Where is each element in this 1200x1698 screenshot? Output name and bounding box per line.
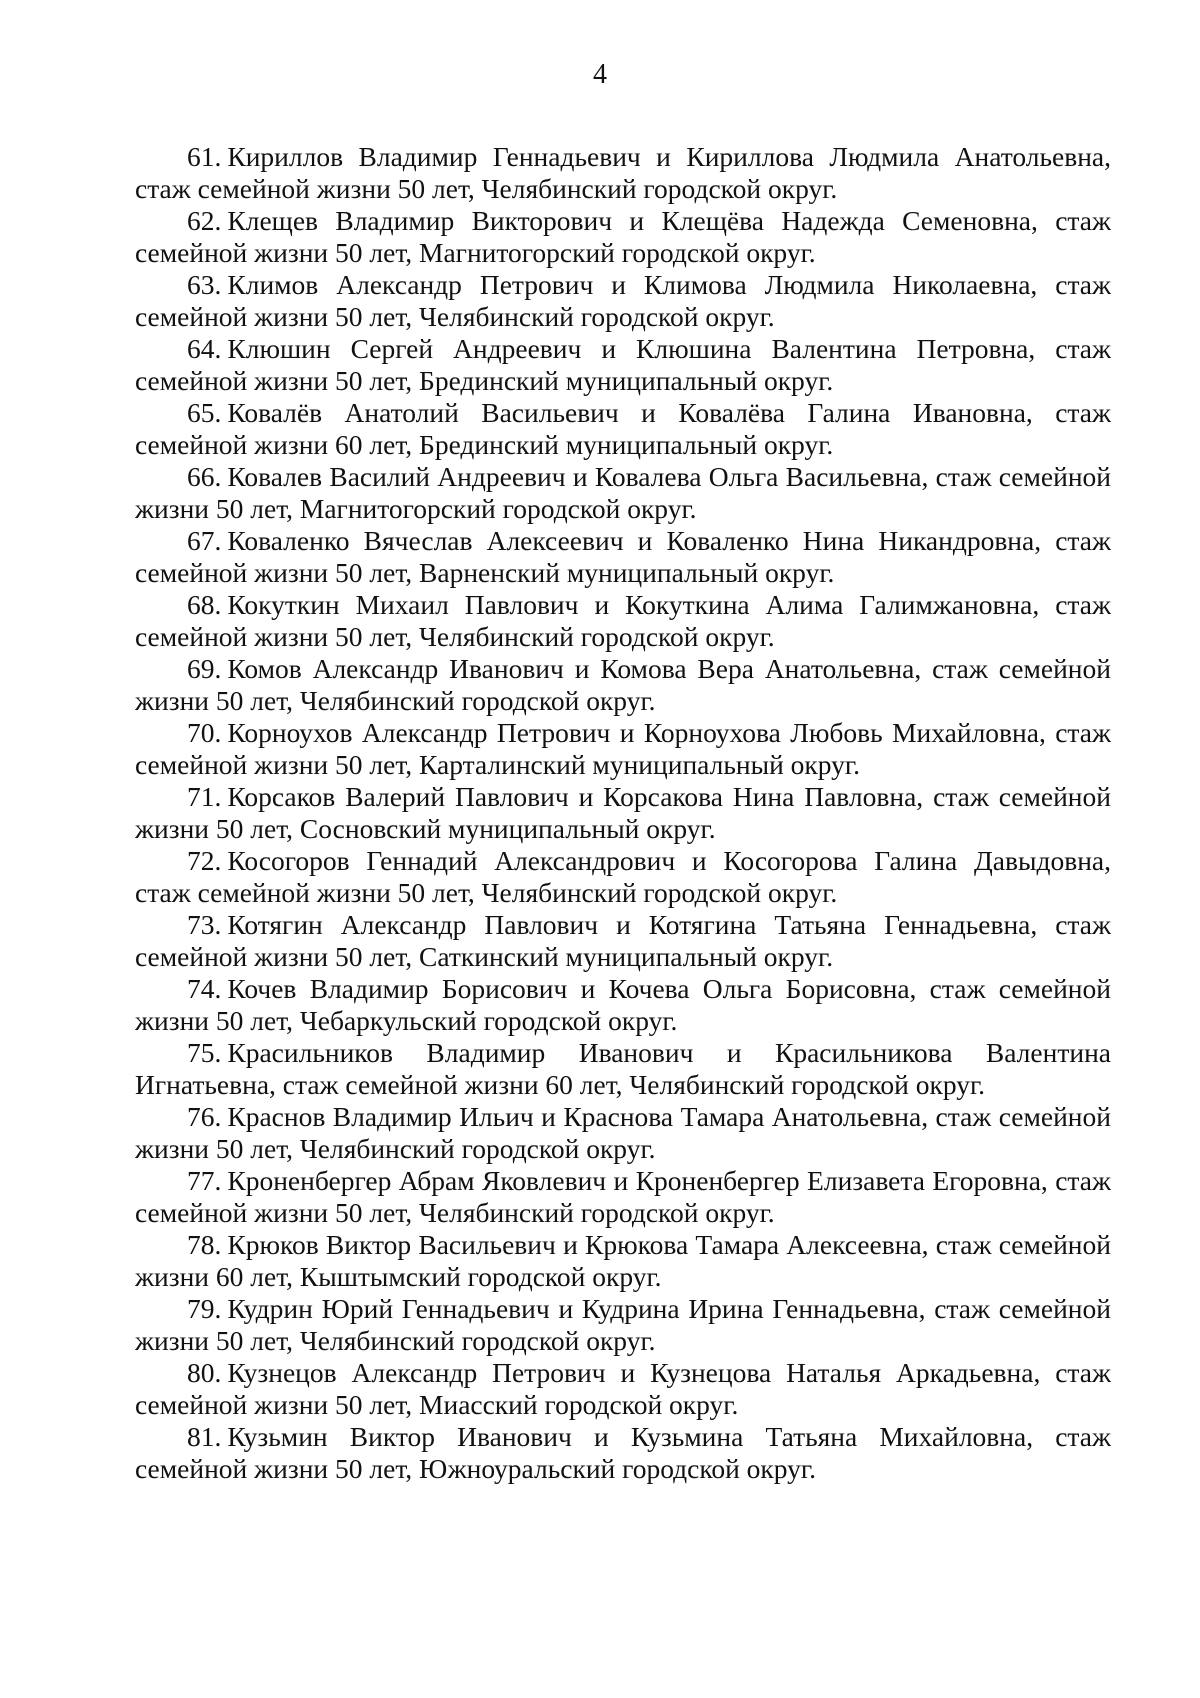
list-item-number: 77. xyxy=(187,1165,222,1196)
list-item xyxy=(135,1229,1111,1293)
list-item xyxy=(135,1037,1111,1101)
list-item-number: 67. xyxy=(187,525,222,556)
list-item-number: 75. xyxy=(187,1037,222,1068)
list-item-number: 68. xyxy=(187,589,222,620)
list-item-text: Краснов Владимир Ильич и Краснова Тамара Анатольевна, стаж семейной жизни 50 лет, Челябинский городской округ. xyxy=(135,1101,1111,1164)
list-item-number: 71. xyxy=(187,781,222,812)
list-item-text: Косогоров Геннадий Александрович и Косогорова Галина Давыдовна, стаж семейной жизни 50 лет, Челябинский городской округ. xyxy=(135,845,1111,908)
list-item xyxy=(135,525,1111,589)
list-item-text: Ковалёв Анатолий Васильевич и Ковалёва Галина Ивановна, стаж семейной жизни 60 лет, Брединский муниципальный округ. xyxy=(135,397,1111,460)
list-item-number: 70. xyxy=(187,717,222,748)
list-item xyxy=(135,1293,1111,1357)
list-item-text: Кузнецов Александр Петрович и Кузнецова Наталья Аркадьевна, стаж семейной жизни 50 лет, Миасский городской округ. xyxy=(135,1357,1111,1420)
list-item-text: Кузьмин Виктор Иванович и Кузьмина Татьяна Михайловна, стаж семейной жизни 50 лет, Южноуральский городской округ. xyxy=(135,1421,1111,1484)
list-item xyxy=(135,973,1111,1037)
list-item xyxy=(135,653,1111,717)
list-item-number: 63. xyxy=(187,269,222,300)
list-item-text: Клещев Владимир Викторович и Клещёва Надежда Семеновна, стаж семейной жизни 50 лет, Магнитогорский городской округ. xyxy=(135,205,1111,268)
list-item-text: Кириллов Владимир Геннадьевич и Кириллова Людмила Анатольевна, стаж семейной жизни 50 лет, Челябинский городской округ. xyxy=(135,141,1111,204)
list-item-number: 76. xyxy=(187,1101,222,1132)
list-item-text: Кудрин Юрий Геннадьевич и Кудрина Ирина Геннадьевна, стаж семейной жизни 50 лет, Челябинский городской округ. xyxy=(135,1293,1111,1356)
list-item-number: 81. xyxy=(187,1421,222,1452)
award-list xyxy=(135,141,1111,1485)
list-item-text: Кокуткин Михаил Павлович и Кокуткина Алима Галимжановна, стаж семейной жизни 50 лет, Челябинский городской округ. xyxy=(135,589,1111,652)
list-item-text: Комов Александр Иванович и Комова Вера Анатольевна, стаж семейной жизни 50 лет, Челябинский городской округ. xyxy=(135,653,1111,716)
list-item-number: 73. xyxy=(187,909,222,940)
page-number: 4 xyxy=(593,59,607,90)
list-item xyxy=(135,1421,1111,1485)
list-item xyxy=(135,717,1111,781)
list-item-text: Клюшин Сергей Андреевич и Клюшина Валентина Петровна, стаж семейной жизни 50 лет, Брединский муниципальный округ. xyxy=(135,333,1111,396)
list-item-number: 64. xyxy=(187,333,222,364)
list-item xyxy=(135,205,1111,269)
list-item-number: 72. xyxy=(187,845,222,876)
list-item xyxy=(135,1357,1111,1421)
list-item-text: Корсаков Валерий Павлович и Корсакова Нина Павловна, стаж семейной жизни 50 лет, Сосновский муниципальный округ. xyxy=(135,781,1111,844)
list-item-text: Климов Александр Петрович и Климова Людмила Николаевна, стаж семейной жизни 50 лет, Челябинский городской округ. xyxy=(135,269,1111,332)
list-item xyxy=(135,333,1111,397)
list-item xyxy=(135,909,1111,973)
list-item-number: 62. xyxy=(187,205,222,236)
list-item-number: 69. xyxy=(187,653,222,684)
list-item-text: Котягин Александр Павлович и Котягина Татьяна Геннадьевна, стаж семейной жизни 50 лет, Саткинский муниципальный округ. xyxy=(135,909,1111,972)
list-item xyxy=(135,461,1111,525)
list-item-text: Корноухов Александр Петрович и Корноухова Любовь Михайловна, стаж семейной жизни 50 лет, Карталинский муниципальный округ. xyxy=(135,717,1111,780)
list-item-number: 78. xyxy=(187,1229,222,1260)
list-item-number: 80. xyxy=(187,1357,222,1388)
list-item-number: 74. xyxy=(187,973,222,1004)
list-item-number: 79. xyxy=(187,1293,222,1324)
list-item xyxy=(135,781,1111,845)
list-item-text: Кроненбергер Абрам Яковлевич и Кроненбергер Елизавета Егоровна, стаж семейной жизни 50 лет, Челябинский городской округ. xyxy=(135,1165,1111,1228)
list-item-number: 65. xyxy=(187,397,222,428)
list-item xyxy=(135,845,1111,909)
list-item-text: Ковалев Василий Андреевич и Ковалева Ольга Васильевна, стаж семейной жизни 50 лет, Магнитогорский городской округ. xyxy=(135,461,1111,524)
list-item xyxy=(135,589,1111,653)
list-item xyxy=(135,1101,1111,1165)
list-item-number: 66. xyxy=(187,461,222,492)
list-item-text: Кочев Владимир Борисович и Кочева Ольга Борисовна, стаж семейной жизни 50 лет, Чебаркульский городской округ. xyxy=(135,973,1111,1036)
list-item xyxy=(135,397,1111,461)
list-item xyxy=(135,1165,1111,1229)
list-item xyxy=(135,141,1111,205)
list-item xyxy=(135,269,1111,333)
list-item-text: Коваленко Вячеслав Алексеевич и Коваленко Нина Никандровна, стаж семейной жизни 50 лет, Варненский муниципальный округ. xyxy=(135,525,1111,588)
list-item-text: Красильников Владимир Иванович и Красильникова Валентина Игнатьевна, стаж семейной жизни 60 лет, Челябинский городской округ. xyxy=(135,1037,1111,1100)
list-item-text: Крюков Виктор Васильевич и Крюкова Тамара Алексеевна, стаж семейной жизни 60 лет, Кыштымский городской округ. xyxy=(135,1229,1111,1292)
list-item-number: 61. xyxy=(187,141,222,172)
